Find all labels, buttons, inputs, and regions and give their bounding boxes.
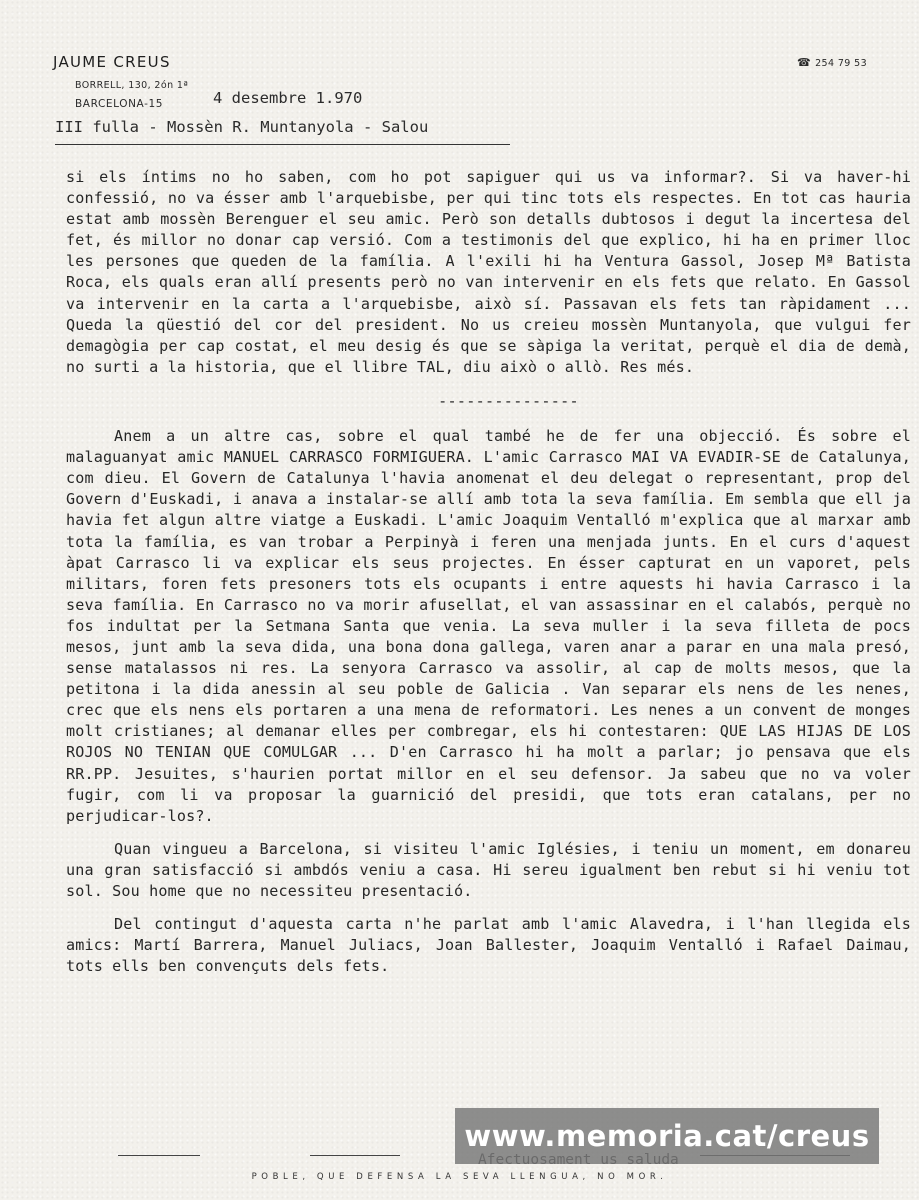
phone-number: 254 79 53 xyxy=(815,58,868,69)
watermark-url: www.memoria.cat/creus xyxy=(455,1108,879,1164)
section-separator: --------------- xyxy=(438,391,579,410)
letterhead-address: BORRELL, 130, 2ón 1ª xyxy=(75,80,189,91)
body-paragraph-2: Anem a un altre cas, sobre el qual també he de fer una objecció. És sobre el malaguanyat amic MANUEL CARRASCO FORMIGUERA. L'amic Carrasco MAI VA EVADIR-SE de Catalunya, com dieu. El Govern de Catalunya l'havia anomenat el deu delegat o representant, prop del Govern d'Euskadi, i anava a instalar-se allí amb tota la seva família. Em sembla que ell ja havia fet algun altre viatge a Euskadi. L'amic Joaquim Ventalló m'explica que al marxar amb tota la família, es van trobar a Perpinyà i feren una menjada junts. En el curs d'aquest àpat Carrasco li va explicar els seus projectes. En ésser capturat en un vaporet, pels militars, foren fets presoners tots els ocupants i entre aquests hi havia Carrasco i la seva família. En Carrasco no va morir afusellat, el van assassinar en el calabós, perquè no fos indultat per la Setmana Santa que venia. La seva muller i la seva filleta de pocs mesos, junt amb la seva dida, una bona dona gallega, varen anar a parar en una mala presó, sense matalassos ni res. La senyora Carrasco va assolir, al cap de molts mesos, que la petitona i la dida anessin al seu poble de Galicia . Van separar els nens de les nenes, crec que els nens els portaren a una mena de reformatori. Les nenes a un convent de monges molt cristianes; al demanar elles per combregar, els hi contestaren: QUE LAS HIJAS DE LOS ROJOS NO TENIAN QUE COMULGAR ... D'en Carrasco hi ha molt a parlar; jo pensava que els RR.PP. Jesuites, s'haurien portat millor en el seu defensor. Ja sabeu que no va voler fugir, com li va proposar la guarnició del presidi, que tots eran catalans, per no perjudicar-los?. xyxy=(66,427,911,825)
footer-rule-middle xyxy=(310,1155,400,1156)
letterhead-city: BARCELONA-15 xyxy=(75,98,164,110)
body-paragraph-3: Quan vingueu a Barcelona, si visiteu l'amic Iglésies, i teniu un moment, em donareu una gran satisfacció si ambdós veniu a casa. Hi sereu igualment ben rebut si hi veniu tot sol. Sou home que no necessiteu presentació. xyxy=(66,839,911,900)
footer-motto: POBLE, QUE DEFENSA LA SEVA LLENGUA, NO MOR. xyxy=(251,1172,668,1182)
telephone-icon: ☎ xyxy=(797,56,812,69)
letter-body xyxy=(66,167,911,977)
sheet-header: III fulla - Mossèn R. Muntanyola - Salou xyxy=(55,118,429,136)
body-paragraph-1: si els íntims no ho saben, com ho pot sapiguer qui us va informar?. Si va haver-hi confessió, no va ésser amb l'arquebisbe, per qui tinc tots els respectes. En tot cas hauria estat amb mossèn Berenguer el seu amic. Però son detalls dubtosos i degut la incertesa del fet, és millor no donar cap versió. Com a testimonis del que explico, hi ha en primer lloc les persones que queden de la família. A l'exili hi ha Ventura Gassol, Josep Mª Batista Roca, els quals eran allí presents però no van intervenir en els fets que relato. En Gassol va intervenir en la carta a l'arquebisbe, això sí. Passavan els fets tan ràpidament ... Queda la qüestió del cor del president. No us creieu mossèn Muntanyola, que vulgui fer demagògia per cap costat, el meu desig és que se sàpiga la veritat, perquè el dia de demà, no surti a la historia, que el llibre TAL, diu això o allò. Res més. xyxy=(66,168,911,376)
letter-date: 4 desembre 1.970 xyxy=(213,89,363,107)
header-rule xyxy=(55,144,510,145)
body-paragraph-4: Del contingut d'aquesta carta n'he parlat amb l'amic Alavedra, i l'han llegida els amics: Martí Barrera, Manuel Juliacs, Joan Ballester, Joaquim Ventalló i Rafael Daimau, tots ells ben convençuts dels fets. xyxy=(66,915,911,976)
letterhead-name: JAUME CREUS xyxy=(53,53,171,71)
footer-rule-left xyxy=(118,1155,200,1156)
letterhead-phone xyxy=(797,56,867,69)
